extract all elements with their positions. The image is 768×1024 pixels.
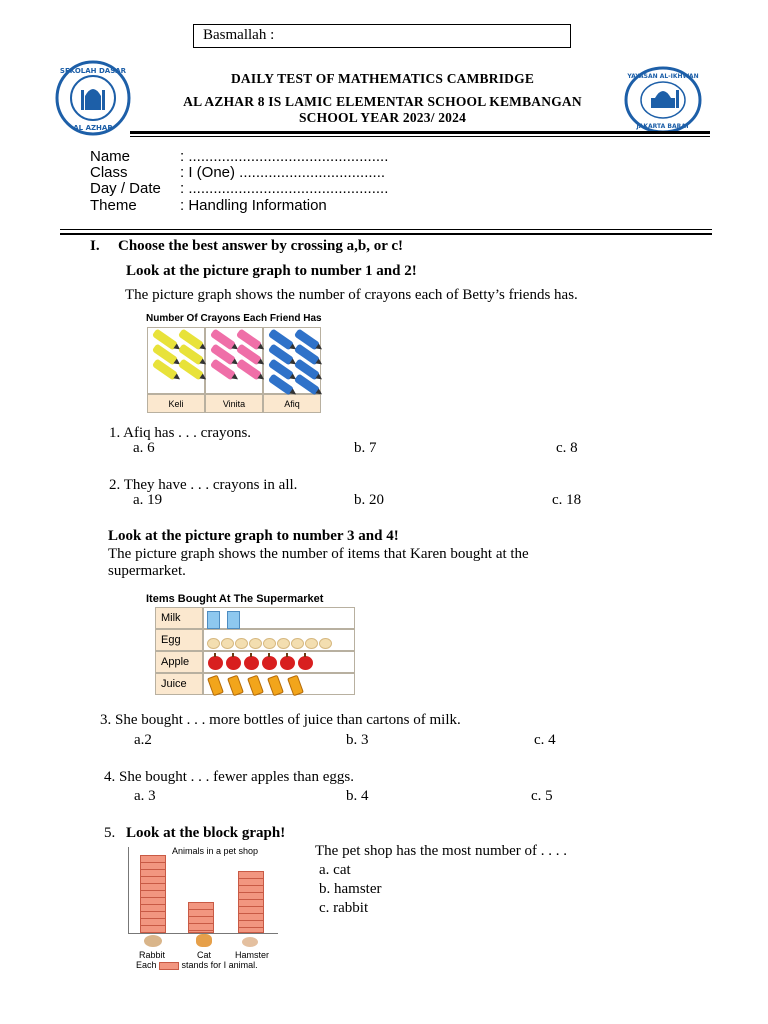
rabbit-icon [144,935,162,947]
basmallah-label: Basmallah : [203,27,275,43]
row-label-cell-apple [155,651,203,673]
milk-icon [207,611,220,629]
part2-description-1: The picture graph shows the number of items that Karen bought at the [108,546,529,562]
basmallah-box[interactable] [193,24,571,48]
header-line-1: DAILY TEST OF MATHEMATICS CAMBRIDGE [230,71,535,86]
juice-icon [267,675,284,697]
egg-icon [207,638,220,649]
header-line-2: AL AZHAR 8 IS LAMIC ELEMENTAR SCHOOL KEMBANGAN [183,94,582,109]
egg-icon [291,638,304,649]
q3-text: 3. She bought . . . more bottles of juice than cartons of milk. [100,712,461,728]
q3-option-c[interactable]: c. 4 [534,732,556,748]
supermarket-graph-title: Items Bought At The Supermarket [146,593,324,605]
svg-text:JAKARTA BARAT: JAKARTA BARAT [636,123,690,130]
svg-text:AL AZHAR: AL AZHAR [73,124,113,132]
block-graph-y-axis [128,847,129,933]
key-block-icon [159,962,179,970]
egg-icon [305,638,318,649]
header-divider-thin [130,136,710,137]
info-divider-thick [60,233,712,235]
q2-option-c[interactable]: c. 18 [552,492,582,508]
block-graph-key-suffix: stands for I animal. [181,960,258,970]
crayon-graph [147,327,321,413]
egg-icon [235,638,248,649]
q1-option-b[interactable]: b. 7 [354,440,377,456]
juice-icon [207,675,224,697]
row-label-cell-milk [155,607,203,629]
bar-label-hamster: Hamster [234,950,269,960]
crayon-name-cell-afiq [263,394,321,413]
bar-cat [188,902,214,933]
juice-icon [227,675,244,697]
row-label-apple: Apple [161,656,190,668]
crayon-name-cell-keli [147,394,205,413]
egg-icon [249,638,262,649]
header-line-3: SCHOOL YEAR 2023/ 2024 [298,110,467,125]
q5-option-b[interactable]: b. hamster [319,881,382,897]
q2-option-a[interactable]: a. 19 [133,492,163,508]
row-icons-juice [203,673,355,695]
row-label-cell-egg [155,629,203,651]
block-graph-key [136,960,258,970]
hamster-icon [242,937,258,947]
cat-icon [196,934,212,947]
header-divider [130,131,710,134]
row-label-milk: Milk [161,612,181,624]
row-icons-apple [203,651,355,673]
q5-text: The pet shop has the most number of . . . . [315,843,568,859]
block-graph-title: Animals in a pet shop [172,846,259,856]
egg-icon [263,638,276,649]
apple-icon [208,656,223,670]
part2-heading: Look at the picture graph to number 3 and 4! [108,528,399,544]
svg-text:SEKOLAH DASAR: SEKOLAH DASAR [59,67,127,75]
apple-icon [262,656,277,670]
row-label-egg: Egg [161,634,181,646]
row-icons-milk [203,607,355,629]
info-date-field[interactable]: : ................................................ [180,180,389,197]
info-theme-label: Theme [90,197,137,214]
q5-option-c[interactable]: c. rabbit [319,900,369,916]
q1-option-a[interactable]: a. 6 [133,440,155,456]
section-number: I. [90,238,100,254]
info-theme-value: : Handling Information [180,197,327,214]
q5-option-a[interactable]: a. cat [319,862,351,878]
part1-description: The picture graph shows the number of crayons each of Betty’s friends has. [125,287,578,303]
bar-label-rabbit: Rabbit [138,950,165,960]
row-icons-egg [203,629,355,651]
q5-heading: Look at the block graph! [126,825,286,841]
info-class-field[interactable]: : I (One) ................................... [180,164,386,181]
apple-icon [226,656,241,670]
q3-option-a[interactable]: a.2 [134,732,152,748]
info-name-label: Name [90,148,131,165]
q1-text: 1. Afiq has . . . crayons. [109,425,252,441]
section-title: Choose the best answer by crossing a,b, or c! [118,238,404,254]
crayon-name-vinita: Vinita [222,399,246,409]
info-block [90,148,388,213]
apple-icon [244,656,259,670]
q4-option-a[interactable]: a. 3 [134,788,156,804]
egg-icon [221,638,234,649]
bar-hamster [238,871,264,933]
pet-shop-block-graph [124,843,289,973]
bar-rabbit [140,855,166,933]
crayon-name-keli: Keli [168,399,184,409]
bar-label-cat: Cat [196,950,211,960]
school-logo-left [55,60,131,136]
info-date-label: Day / Date [90,180,161,197]
row-label-juice: Juice [161,678,187,690]
crayon-name-cell-vinita [205,394,263,413]
info-divider [60,229,712,230]
q4-option-b[interactable]: b. 4 [346,788,369,804]
q5-number: 5. [104,825,116,841]
block-graph-key-prefix: Each [136,960,157,970]
egg-icon [319,638,332,649]
crayon-name-afiq: Afiq [284,399,300,409]
juice-icon [247,675,264,697]
info-name-field[interactable]: : ................................................ [180,148,389,165]
q2-text: 2. They have . . . crayons in all. [109,477,298,493]
egg-icon [277,638,290,649]
q4-option-c[interactable]: c. 5 [531,788,553,804]
row-label-cell-juice [155,673,203,695]
part2-description-2: supermarket. [108,563,186,579]
crayon-graph-title: Number Of Crayons Each Friend Has [146,313,322,324]
apple-icon [280,656,295,670]
juice-icon [287,675,304,697]
milk-icon [227,611,240,629]
school-logo-right [624,66,702,134]
q3-option-b[interactable]: b. 3 [346,732,369,748]
svg-text:YAYASAN AL-IKHWAN: YAYASAN AL-IKHWAN [627,73,699,80]
info-class-label: Class [90,164,128,181]
apple-icon [298,656,313,670]
part1-heading: Look at the picture graph to number 1 and 2! [126,263,417,279]
q2-option-b[interactable]: b. 20 [354,492,384,508]
supermarket-graph [155,607,355,695]
q1-option-c[interactable]: c. 8 [556,440,578,456]
q4-text: 4. She bought . . . fewer apples than eggs. [104,769,354,785]
